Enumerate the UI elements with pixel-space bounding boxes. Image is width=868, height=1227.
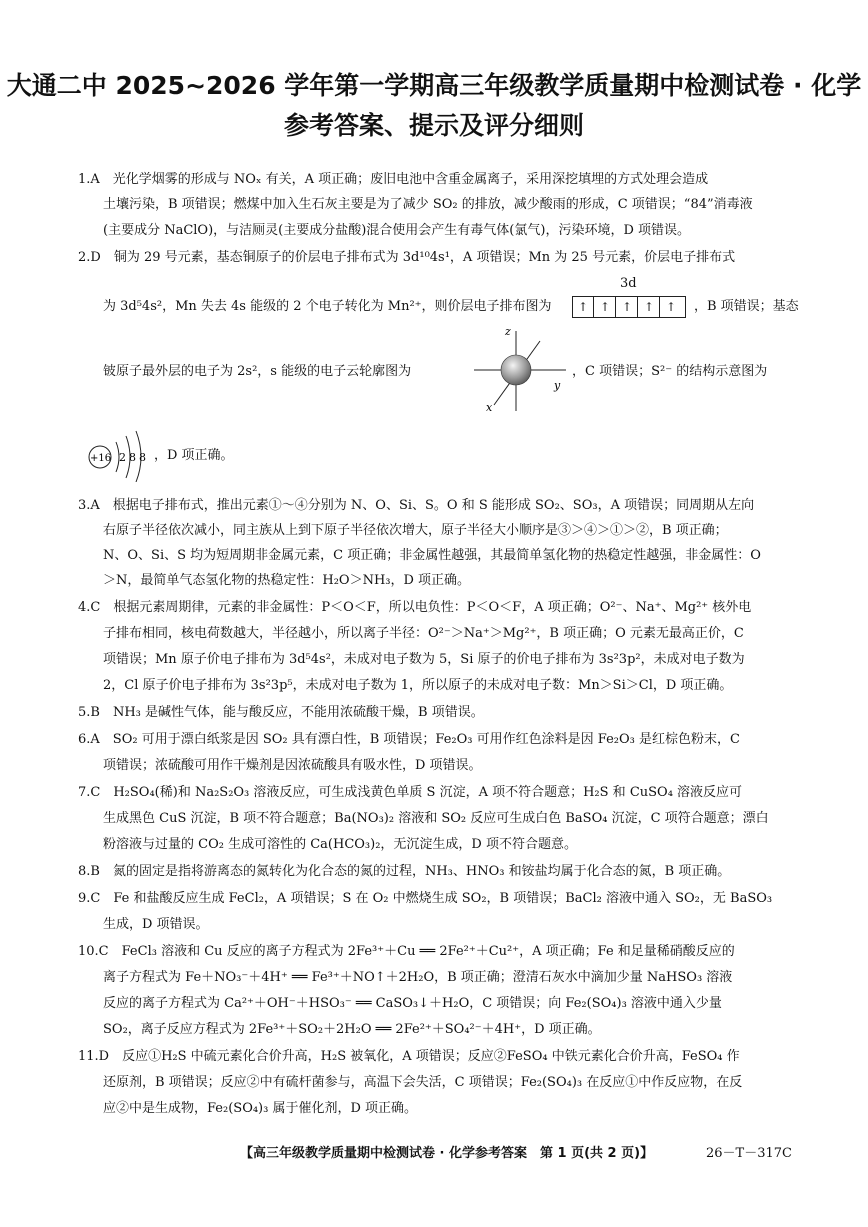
answer-line: (主要成分 NaClO)，与洁厕灵(主要成分盐酸)混合使用会产生有毒气体(氯气)，污染环境，D 项错误。	[103, 223, 691, 238]
answer-line: 土壤污染，B 项错误；燃煤中加入生石灰主要是为了减少 SO₂ 的排放，减少酸雨的形成，C 项错误；“84”消毒液	[103, 197, 753, 212]
answer-line: SO₂，离子反应方程式为 2Fe³⁺＋SO₂＋2H₂O ══ 2Fe²⁺＋SO₄²⁻＋4H⁺，D 项正确。	[103, 1022, 601, 1037]
orbital-arrow: ↑	[595, 297, 616, 317]
axis-x-label: x	[486, 401, 493, 414]
nucleus-charge: +16	[90, 453, 112, 464]
answer-line: 反应的离子方程式为 Ca²⁺＋OH⁻＋HSO₃⁻ ══ CaSO₃↓＋H₂O，C 项错误；向 Fe₂(SO₄)₃ 溶液中通入少量	[103, 996, 722, 1011]
answer-line: 为 3d⁵4s²，Mn 失去 4s 能级的 2 个电子转化为 Mn²⁺，则价层电子排布图为	[103, 299, 552, 314]
answer-line: ，C 项错误；S²⁻ 的结构示意图为	[572, 364, 768, 379]
answer-line: 5.B NH₃ 是碱性气体，能与酸反应，不能用浓硫酸干燥，B 项错误。	[78, 705, 484, 720]
orbital-label: 3d	[620, 276, 637, 291]
orbital-arrow: ↑	[639, 297, 660, 317]
document-subtitle: 参考答案、提示及评分细则	[283, 111, 584, 140]
page-footer: 【高三年级教学质量期中检测试卷 · 化学参考答案 第 1 页(共 2 页)】	[240, 1146, 654, 1161]
answer-line: 还原剂，B 项错误；反应②中有硫杆菌参与，高温下会失活，C 项错误；Fe₂(SO₄)₃ 在反应①中作反应物，在反	[103, 1075, 743, 1090]
document-title: 大通二中 2025~2026 学年第一学期高三年级教学质量期中检测试卷 · 化学	[6, 71, 862, 100]
answer-line: 2.D 铜为 29 号元素，基态铜原子的价层电子排布式为 3d¹⁰4s¹，A 项错误；Mn 为 25 号元素，价层电子排布式	[78, 250, 736, 265]
document-code: 26－T－317C	[706, 1146, 792, 1161]
answer-line: 10.C FeCl₃ 溶液和 Cu 反应的离子方程式为 2Fe³⁺＋Cu ══ 2Fe²⁺＋Cu²⁺，A 项正确；Fe 和足量稀硝酸反应的	[78, 944, 735, 959]
answer-line: 项错误；浓硫酸可用作干燥剂是因浓硫酸具有吸水性，D 项错误。	[103, 758, 482, 773]
answer-line: 应②中是生成物，Fe₂(SO₄)₃ 属于催化剂，D 项正确。	[103, 1101, 418, 1116]
orbital-arrow: ↑	[573, 297, 594, 317]
answer-line: 7.C H₂SO₄(稀)和 Na₂S₂O₃ 溶液反应，可生成浅黄色单质 S 沉淀，A 项不符合题意；H₂S 和 CuSO₄ 溶液反应可	[78, 785, 743, 800]
shell-electrons: 8	[139, 451, 146, 464]
answer-line: 3.A 根据电子排布式，推出元素①～④分别为 N、O、Si、S。O 和 S 能形成 SO₂、SO₃，A 项错误；同周期从左向	[78, 498, 755, 513]
shell-electrons: 2	[119, 451, 126, 464]
orbital-diagram	[572, 276, 692, 320]
answer-line: 粉溶液与过量的 CO₂ 生成可溶性的 Ca(HCO₃)₂，无沉淀生成，D 项不符合题意。	[103, 837, 577, 852]
answer-line: 子排布相同，核电荷数越大，半径越小，所以离子半径：O²⁻＞Na⁺＞Mg²⁺，B 项正确；O 元素无最高正价，C	[103, 626, 744, 641]
answer-line: ，D 项正确。	[154, 448, 234, 463]
shell-electrons: 8	[129, 451, 136, 464]
answer-line: 8.B 氮的固定是指将游离态的氮转化为化合态的氮的过程，NH₃、HNO₃ 和铵盐均属于化合态的氮，B 项正确。	[78, 864, 731, 879]
answer-line: 4.C 根据元素周期律，元素的非金属性：P＜O＜F，所以电负性：P＜O＜F，A 项正确；O²⁻、Na⁺、Mg²⁺ 核外电	[78, 600, 752, 615]
orbital-arrow: ↑	[665, 300, 677, 314]
answer-line: 6.A SO₂ 可用于漂白纸浆是因 SO₂ 具有漂白性，B 项错误；Fe₂O₃ 可用作红色涂料是因 Fe₂O₃ 是红棕色粉末，C	[78, 732, 740, 747]
answer-line: 生成，D 项错误。	[103, 917, 209, 932]
answer-line: N、O、Si、S 均为短周期非金属元素，C 项正确；非金属性越强，其最简单氢化物的热稳定性越强，非金属性：O	[103, 548, 761, 563]
answer-line: 2，Cl 原子价电子排布为 3s²3p⁵，未成对电子数为 1，所以原子的未成对电子数：Mn＞Si＞Cl，D 项正确。	[103, 678, 733, 693]
answer-line: 9.C Fe 和盐酸反应生成 FeCl₂，A 项错误；S 在 O₂ 中燃烧生成 SO₂，B 项错误；BaCl₂ 溶液中通入 SO₂，无 BaSO₃	[78, 891, 773, 906]
answer-line: 11.D 反应①H₂S 中硫元素化合价升高，H₂S 被氧化，A 项错误；反应②FeSO₄ 中铁元素化合价升高，FeSO₄ 作	[78, 1049, 740, 1064]
s-orbital-diagram	[474, 323, 572, 415]
answer-line: 项错误；Mn 原子价电子排布为 3d⁵4s²，未成对电子数为 5，Si 原子的价电子排布为 3s²3p²，未成对电子数为	[103, 652, 745, 667]
axis-y-label: y	[554, 379, 561, 392]
answer-line: 生成黑色 CuS 沉淀，B 项不符合题意；Ba(NO₃)₂ 溶液和 SO₂ 反应可生成白色 BaSO₄ 沉淀，C 项符合题意；漂白	[103, 811, 769, 826]
answer-line: ＞N，最简单气态氢化物的热稳定性：H₂O＞NH₃，D 项正确。	[103, 573, 471, 588]
answer-line: 离子方程式为 Fe＋NO₃⁻＋4H⁺ ══ Fe³⁺＋NO↑＋2H₂O，B 项正确；澄清石灰水中滴加少量 NaHSO₃ 溶液	[103, 970, 733, 985]
axis-z-label: z	[505, 325, 511, 338]
answer-line: ，B 项错误；基态	[694, 299, 799, 314]
answer-line: 1.A 光化学烟雾的形成与 NOₓ 有关，A 项正确；废旧电池中含重金属离子，采用深挖填埋的方式处理会造成	[78, 172, 709, 187]
answer-line: 铍原子最外层的电子为 2s²，s 能级的电子云轮廓图为	[103, 364, 412, 379]
orbital-arrow: ↑	[617, 297, 638, 317]
answer-line: 右原子半径依次减小，同主族从上到下原子半径依次增大，原子半径大小顺序是③＞④＞①＞②，B 项正确；	[103, 523, 728, 538]
ion-structure-diagram	[86, 428, 156, 482]
